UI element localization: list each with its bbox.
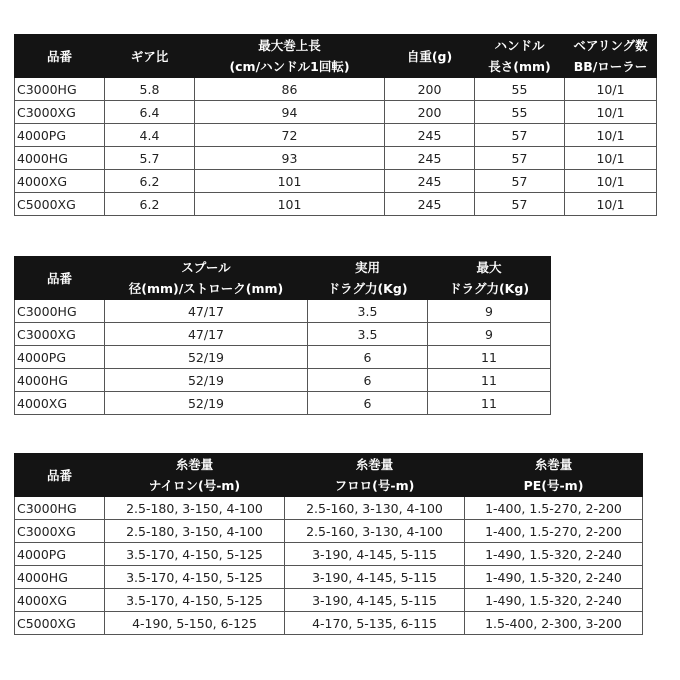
cell-handle-length: 57 xyxy=(475,170,565,193)
cell-gear-ratio: 5.8 xyxy=(105,78,195,101)
header-pe-capacity: 糸巻量 PE(号-m) xyxy=(465,454,643,497)
cell-model: 4000XG xyxy=(15,170,105,193)
cell-nylon: 2.5-180, 3-150, 4-100 xyxy=(105,520,285,543)
cell-max-retrieve: 101 xyxy=(195,170,385,193)
cell-max-retrieve: 101 xyxy=(195,193,385,216)
cell-practical-drag: 6 xyxy=(308,369,428,392)
header-max-drag: 最大 ドラグ力(Kg) xyxy=(428,257,551,300)
cell-model: 4000XG xyxy=(15,392,105,415)
cell-model: 4000HG xyxy=(15,369,105,392)
cell-weight: 245 xyxy=(385,193,475,216)
header-max-retrieve: 最大巻上長 (cm/ハンドル1回転) xyxy=(195,35,385,78)
table-row xyxy=(15,78,657,101)
cell-bearings: 10/1 xyxy=(565,78,657,101)
table-row xyxy=(15,346,551,369)
cell-handle-length: 55 xyxy=(475,78,565,101)
cell-bearings: 10/1 xyxy=(565,147,657,170)
cell-model: 4000HG xyxy=(15,566,105,589)
cell-bearings: 10/1 xyxy=(565,193,657,216)
cell-fluoro: 4-170, 5-135, 6-115 xyxy=(285,612,465,635)
header-weight: 自重(g) xyxy=(385,35,475,78)
cell-pe: 1-490, 1.5-320, 2-240 xyxy=(465,589,643,612)
cell-spool: 47/17 xyxy=(105,323,308,346)
cell-model: 4000XG xyxy=(15,589,105,612)
cell-weight: 245 xyxy=(385,124,475,147)
cell-gear-ratio: 6.2 xyxy=(105,193,195,216)
cell-practical-drag: 3.5 xyxy=(308,323,428,346)
cell-pe: 1-490, 1.5-320, 2-240 xyxy=(465,543,643,566)
cell-model: C3000HG xyxy=(15,497,105,520)
table-row xyxy=(15,124,657,147)
spec-table-gear xyxy=(14,34,657,216)
cell-fluoro: 3-190, 4-145, 5-115 xyxy=(285,589,465,612)
table-row xyxy=(15,369,551,392)
cell-nylon: 3.5-170, 4-150, 5-125 xyxy=(105,589,285,612)
cell-handle-length: 57 xyxy=(475,147,565,170)
cell-practical-drag: 6 xyxy=(308,346,428,369)
header-model: 品番 xyxy=(15,454,105,497)
cell-handle-length: 57 xyxy=(475,124,565,147)
cell-pe: 1.5-400, 2-300, 3-200 xyxy=(465,612,643,635)
cell-max-retrieve: 93 xyxy=(195,147,385,170)
table-header-row xyxy=(15,257,551,300)
cell-max-retrieve: 94 xyxy=(195,101,385,124)
header-model: 品番 xyxy=(15,257,105,300)
table-row xyxy=(15,612,643,635)
cell-model: C3000HG xyxy=(15,78,105,101)
table-header-row xyxy=(15,35,657,78)
cell-bearings: 10/1 xyxy=(565,124,657,147)
cell-handle-length: 57 xyxy=(475,193,565,216)
header-nylon-capacity: 糸巻量 ナイロン(号-m) xyxy=(105,454,285,497)
cell-pe: 1-400, 1.5-270, 2-200 xyxy=(465,520,643,543)
cell-spool: 52/19 xyxy=(105,346,308,369)
table-row xyxy=(15,589,643,612)
cell-bearings: 10/1 xyxy=(565,170,657,193)
cell-model: C3000XG xyxy=(15,101,105,124)
cell-weight: 245 xyxy=(385,147,475,170)
spec-table-line-capacity xyxy=(14,453,643,635)
cell-spool: 52/19 xyxy=(105,369,308,392)
cell-spool: 52/19 xyxy=(105,392,308,415)
table-row xyxy=(15,392,551,415)
table-row xyxy=(15,566,643,589)
cell-model: 4000HG xyxy=(15,147,105,170)
cell-pe: 1-490, 1.5-320, 2-240 xyxy=(465,566,643,589)
cell-spool: 47/17 xyxy=(105,300,308,323)
cell-model: C3000HG xyxy=(15,300,105,323)
header-fluoro-capacity: 糸巻量 フロロ(号-m) xyxy=(285,454,465,497)
cell-max-retrieve: 86 xyxy=(195,78,385,101)
table-row xyxy=(15,323,551,346)
cell-model: C5000XG xyxy=(15,612,105,635)
cell-fluoro: 2.5-160, 3-130, 4-100 xyxy=(285,520,465,543)
table-row xyxy=(15,193,657,216)
table-row xyxy=(15,147,657,170)
cell-fluoro: 2.5-160, 3-130, 4-100 xyxy=(285,497,465,520)
cell-nylon: 2.5-180, 3-150, 4-100 xyxy=(105,497,285,520)
cell-practical-drag: 3.5 xyxy=(308,300,428,323)
cell-model: 4000PG xyxy=(15,346,105,369)
cell-nylon: 4-190, 5-150, 6-125 xyxy=(105,612,285,635)
cell-model: C3000XG xyxy=(15,323,105,346)
header-practical-drag: 実用 ドラグ力(Kg) xyxy=(308,257,428,300)
spec-table-spool-drag xyxy=(14,256,551,415)
header-bearings: ベアリング数 BB/ローラー xyxy=(565,35,657,78)
cell-bearings: 10/1 xyxy=(565,101,657,124)
cell-handle-length: 55 xyxy=(475,101,565,124)
table-row xyxy=(15,101,657,124)
cell-pe: 1-400, 1.5-270, 2-200 xyxy=(465,497,643,520)
cell-gear-ratio: 6.4 xyxy=(105,101,195,124)
cell-model: C5000XG xyxy=(15,193,105,216)
cell-max-drag: 11 xyxy=(428,346,551,369)
cell-max-drag: 11 xyxy=(428,392,551,415)
cell-max-drag: 9 xyxy=(428,300,551,323)
cell-fluoro: 3-190, 4-145, 5-115 xyxy=(285,566,465,589)
header-gear-ratio: ギア比 xyxy=(105,35,195,78)
header-handle-length: ハンドル 長さ(mm) xyxy=(475,35,565,78)
table-row xyxy=(15,170,657,193)
table-header-row xyxy=(15,454,643,497)
table-row xyxy=(15,497,643,520)
cell-model: C3000XG xyxy=(15,520,105,543)
cell-weight: 245 xyxy=(385,170,475,193)
table-row xyxy=(15,300,551,323)
cell-fluoro: 3-190, 4-145, 5-115 xyxy=(285,543,465,566)
header-model: 品番 xyxy=(15,35,105,78)
cell-max-drag: 11 xyxy=(428,369,551,392)
cell-nylon: 3.5-170, 4-150, 5-125 xyxy=(105,543,285,566)
cell-weight: 200 xyxy=(385,101,475,124)
cell-weight: 200 xyxy=(385,78,475,101)
cell-nylon: 3.5-170, 4-150, 5-125 xyxy=(105,566,285,589)
header-spool: スプール 径(mm)/ストローク(mm) xyxy=(105,257,308,300)
cell-model: 4000PG xyxy=(15,124,105,147)
cell-practical-drag: 6 xyxy=(308,392,428,415)
table-row xyxy=(15,520,643,543)
cell-model: 4000PG xyxy=(15,543,105,566)
table-row xyxy=(15,543,643,566)
cell-gear-ratio: 6.2 xyxy=(105,170,195,193)
cell-gear-ratio: 5.7 xyxy=(105,147,195,170)
cell-max-retrieve: 72 xyxy=(195,124,385,147)
cell-max-drag: 9 xyxy=(428,323,551,346)
cell-gear-ratio: 4.4 xyxy=(105,124,195,147)
